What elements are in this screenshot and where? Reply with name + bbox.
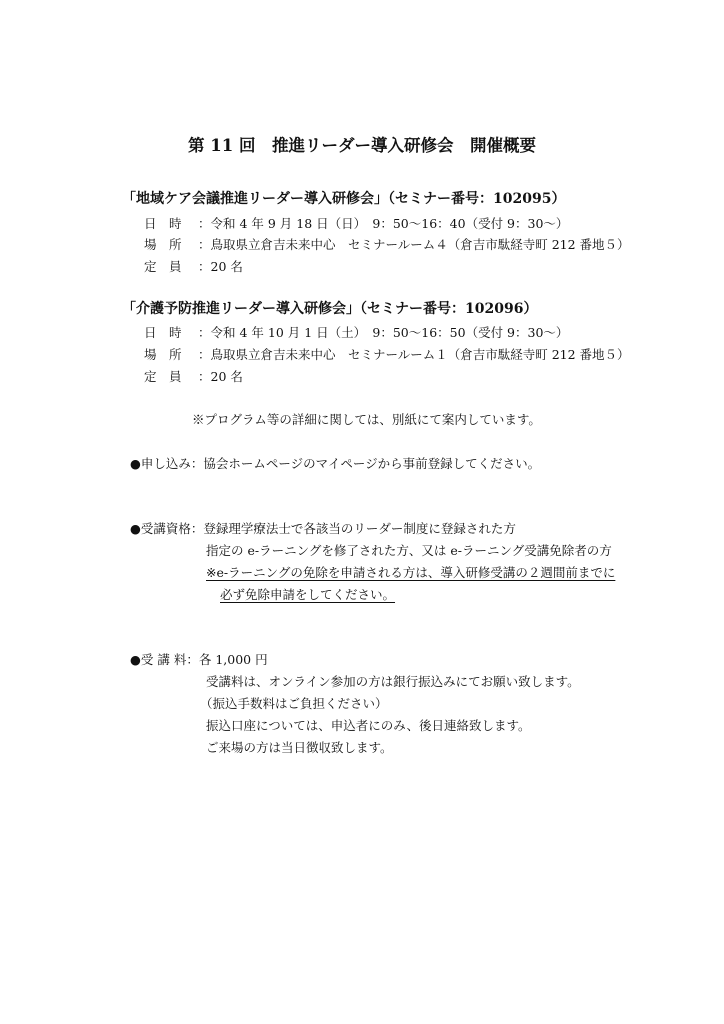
eligibility-line-2: 指定の e-ラーニングを修了された方、又は e-ラーニング受講免除者の方 [206, 543, 612, 558]
seminar-2-place-label: 場 所 [144, 347, 182, 362]
seminar-1-date-label: 日 時 [144, 216, 182, 231]
seminar-2-date-value: ：令和 4 年 10 月 1 日（土） 9：50〜16：50（受付 9：30〜） [198, 325, 569, 340]
eligibility-line-3: ※e-ラーニングの免除を申請される方は、導入研修受講の２週間前までに [206, 565, 616, 580]
fee-line-4: 振込口座については、申込者にのみ、後日連絡致します。 [206, 718, 531, 733]
fee-line-1: ：各 1,000 円 [186, 652, 268, 667]
application-label: ●申し込み [130, 456, 191, 471]
seminar-1-place-row [144, 235, 630, 253]
eligibility-line-4: 必ず免除申請をしてください。 [220, 587, 396, 602]
eligibility-label: ●受講資格 [130, 521, 191, 536]
fee-row [130, 650, 268, 668]
seminar-2-place-value: ：鳥取県立倉吉未来中心 セミナールーム１（倉吉市駄経寺町 212 番地５） [198, 347, 630, 362]
application-row [130, 454, 540, 472]
seminar-1-date-value: ：令和 4 年 9 月 18 日（日） 9：50〜16：40（受付 9：30〜） [198, 216, 569, 231]
fee-label: ●受 講 料 [130, 652, 187, 667]
seminar-1-place-value: ：鳥取県立倉吉未来中心 セミナールーム４（倉吉市駄経寺町 212 番地５） [198, 237, 630, 252]
eligibility-row [130, 519, 516, 537]
fee-line-5: ご来場の方は当日徴収致します。 [206, 740, 393, 755]
seminar-1-capacity-value: ：20 名 [198, 259, 243, 274]
seminar-1-capacity-label: 定 員 [144, 259, 182, 274]
seminar-1-date-row [144, 214, 568, 232]
seminar-2-capacity-label: 定 員 [144, 369, 182, 384]
seminar-2-date-row [144, 323, 568, 341]
seminar-2-capacity-value: ：20 名 [198, 369, 243, 384]
seminar-1-capacity-row [144, 257, 243, 275]
page-title: 第 11 回 推進リーダー導入研修会 開催概要 [188, 136, 536, 155]
seminar-1-place-label: 場 所 [144, 237, 182, 252]
seminar-2-date-label: 日 時 [144, 325, 182, 340]
program-note: ※プログラム等の詳細に関しては、別紙にて案内しています。 [192, 412, 541, 427]
fee-line-3: （振込手数料はご負担ください） [200, 696, 388, 711]
seminar-1-heading: 「地域ケア会議推進リーダー導入研修会」（セミナー番号：102095） [122, 191, 566, 207]
seminar-2-place-row [144, 345, 630, 363]
application-text: ：協会ホームページのマイページから事前登録してください。 [190, 456, 541, 471]
seminar-2-capacity-row [144, 367, 243, 385]
seminar-2-heading: 「介護予防推進リーダー導入研修会」（セミナー番号：102096） [122, 301, 538, 317]
fee-line-2: 受講料は、オンライン参加の方は銀行振込みにてお願い致します。 [206, 674, 580, 689]
eligibility-line-1: ：登録理学療法士で各該当のリーダー制度に登録された方 [190, 521, 516, 536]
